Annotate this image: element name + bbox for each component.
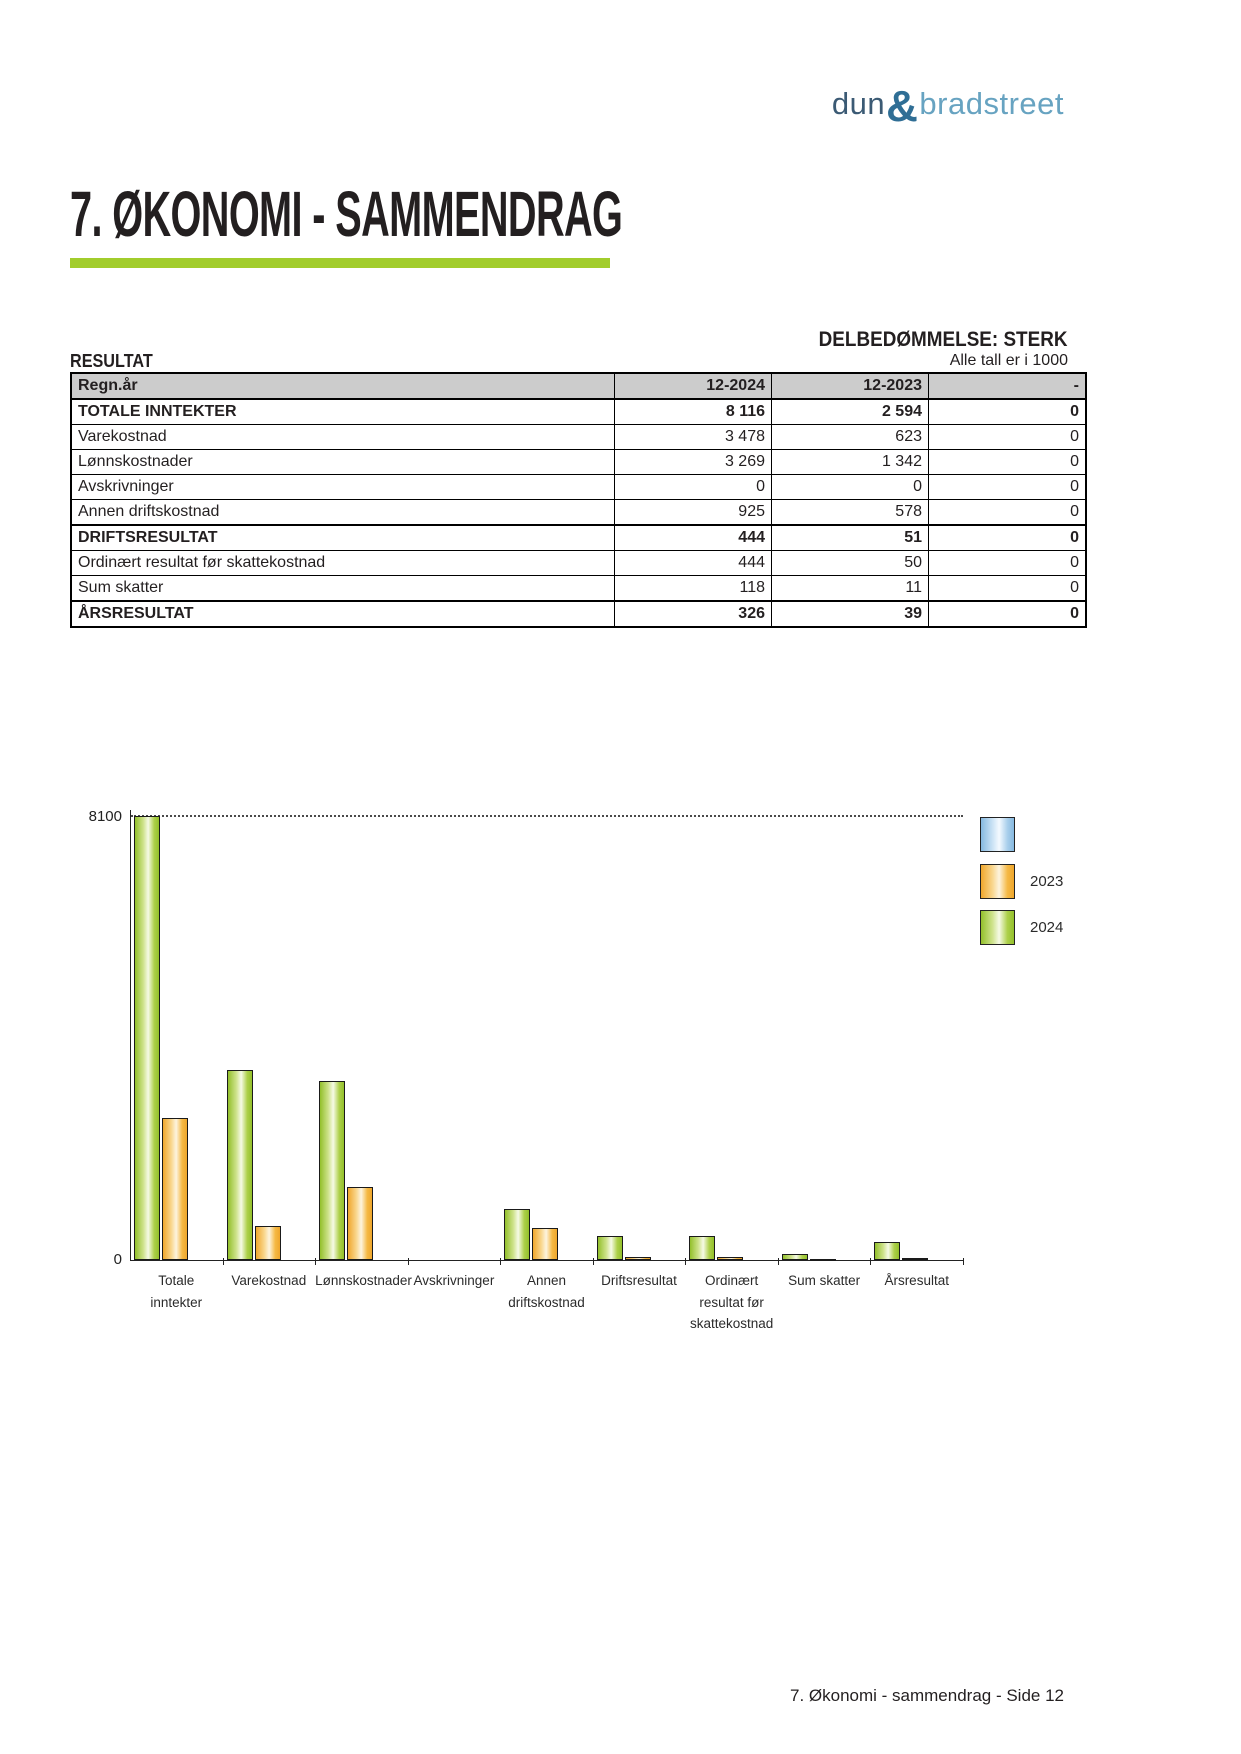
row-label: DRIFTSRESULTAT — [71, 525, 615, 551]
legend-item — [980, 817, 1140, 852]
chart-bar — [134, 816, 160, 1260]
table-row — [71, 425, 1086, 450]
category-label-line: Totale — [158, 1273, 195, 1288]
axis-tick — [408, 1258, 409, 1265]
category-label — [685, 1270, 778, 1335]
column-header: 12-2023 — [772, 373, 929, 399]
row-value: 1 342 — [772, 450, 929, 475]
row-value: 39 — [772, 601, 929, 627]
row-value: 0 — [929, 525, 1087, 551]
category-label-line: Driftsresultat — [601, 1273, 677, 1288]
axis-tick — [963, 1258, 964, 1265]
row-value: 444 — [615, 551, 772, 576]
chart-bar — [227, 1070, 253, 1260]
row-label: Lønnskostnader — [71, 450, 615, 475]
y-axis-tick-max: 8100 — [88, 808, 122, 825]
chart-bar — [504, 1209, 530, 1260]
table-row — [71, 525, 1086, 551]
category-label-line: Årsresultat — [884, 1273, 949, 1288]
table-row — [71, 475, 1086, 500]
row-value: 0 — [929, 576, 1087, 602]
category-label — [778, 1270, 871, 1292]
row-value: 326 — [615, 601, 772, 627]
assessment-heading: DELBEDØMMELSE: STERK — [819, 328, 1068, 351]
row-label: Avskrivninger — [71, 475, 615, 500]
column-header: Regn.år — [71, 373, 615, 399]
legend-item — [980, 864, 1140, 899]
chart-bar — [625, 1257, 651, 1260]
row-label: Sum skatter — [71, 576, 615, 602]
title-accent-rule — [70, 258, 610, 268]
dun-bradstreet-logo — [832, 82, 1064, 132]
category-label-line: driftskostnad — [508, 1294, 585, 1310]
table-row — [71, 500, 1086, 526]
row-label: Annen driftskostnad — [71, 500, 615, 526]
chart-bar — [319, 1081, 345, 1260]
legend-label: 2024 — [1030, 919, 1064, 936]
section-label: RESULTAT — [70, 351, 153, 371]
row-value: 118 — [615, 576, 772, 602]
chart-bar — [810, 1259, 836, 1261]
category-label-line: Annen — [526, 1273, 567, 1288]
row-value: 0 — [929, 450, 1087, 475]
axis-tick — [315, 1258, 316, 1265]
chart-x-axis — [130, 1260, 964, 1261]
row-label: Ordinært resultat før skattekostnad — [71, 551, 615, 576]
category-label-line: Lønnskostnader — [315, 1273, 412, 1288]
units-note: Alle tall er i 1000 — [949, 352, 1068, 369]
legend-item — [980, 910, 1140, 945]
table-row — [71, 450, 1086, 475]
category-label-line: inntekter — [150, 1294, 203, 1310]
table-row — [71, 551, 1086, 576]
y-axis-tick-zero: 0 — [113, 1251, 122, 1268]
chart-bar — [689, 1236, 715, 1260]
row-value: 444 — [615, 525, 772, 551]
row-value: 3 478 — [615, 425, 772, 450]
category-label-line: skattekostnad — [689, 1316, 774, 1331]
category-label — [130, 1270, 223, 1313]
row-value: 925 — [615, 500, 772, 526]
category-label — [500, 1270, 593, 1313]
category-label — [870, 1270, 963, 1292]
ampersand-icon: & — [886, 82, 919, 131]
row-value: 11 — [772, 576, 929, 602]
legend-swatch — [980, 864, 1015, 899]
category-label — [315, 1270, 412, 1292]
row-value: 0 — [929, 500, 1087, 526]
logo-text-bradstreet: bradstreet — [919, 86, 1064, 121]
legend-label: 2023 — [1030, 872, 1064, 890]
chart-gridline-8100 — [131, 815, 963, 817]
row-value: 0 — [615, 475, 772, 500]
row-value: 0 — [929, 601, 1087, 627]
chart-bar — [347, 1187, 373, 1260]
category-label — [593, 1270, 686, 1292]
row-value: 623 — [772, 425, 929, 450]
row-value: 8 116 — [615, 399, 772, 425]
category-label — [408, 1270, 501, 1292]
row-label: TOTALE INNTEKTER — [71, 399, 615, 425]
legend-swatch — [980, 817, 1015, 852]
chart-bar — [874, 1242, 900, 1260]
row-value: 0 — [929, 425, 1087, 450]
chart-bar — [782, 1254, 808, 1260]
chart-y-axis — [130, 810, 131, 1261]
axis-tick — [223, 1258, 224, 1265]
table-row — [71, 576, 1086, 602]
row-value: 578 — [772, 500, 929, 526]
axis-tick — [593, 1258, 594, 1265]
result-table — [70, 372, 1087, 628]
column-header: 12-2024 — [615, 373, 772, 399]
category-label-line: resultat før — [699, 1294, 764, 1310]
chart-bar — [717, 1257, 743, 1260]
row-value: 0 — [929, 475, 1087, 500]
row-value: 0 — [929, 551, 1087, 576]
chart-bar — [532, 1228, 558, 1260]
row-value: 3 269 — [615, 450, 772, 475]
table-header-row — [71, 373, 1086, 399]
page-title: 7. ØKONOMI - SAMMENDRAG — [70, 178, 623, 250]
category-label-line: Avskrivninger — [413, 1273, 495, 1288]
logo-text-dun: dun — [831, 86, 886, 121]
row-value: 50 — [772, 551, 929, 576]
column-header: - — [929, 373, 1087, 399]
category-label-line: Ordinært — [704, 1273, 759, 1288]
category-label — [223, 1270, 316, 1292]
table-row — [71, 601, 1086, 627]
row-label: Varekostnad — [71, 425, 615, 450]
chart-bar — [162, 1118, 188, 1260]
row-value: 0 — [772, 475, 929, 500]
axis-tick — [685, 1258, 686, 1265]
chart-bar — [902, 1258, 928, 1260]
chart-bar — [255, 1226, 281, 1260]
row-value: 2 594 — [772, 399, 929, 425]
axis-tick — [500, 1258, 501, 1265]
category-label-line: Varekostnad — [231, 1273, 307, 1288]
axis-tick — [778, 1258, 779, 1265]
chart-bar — [597, 1236, 623, 1260]
row-value: 0 — [929, 399, 1087, 425]
table-row — [71, 399, 1086, 425]
legend-swatch — [980, 910, 1015, 945]
row-label: ÅRSRESULTAT — [71, 601, 615, 627]
page-footer: 7. Økonomi - sammendrag - Side 12 — [789, 1686, 1064, 1705]
axis-tick — [870, 1258, 871, 1265]
category-label-line: Sum skatter — [788, 1273, 861, 1288]
row-value: 51 — [772, 525, 929, 551]
